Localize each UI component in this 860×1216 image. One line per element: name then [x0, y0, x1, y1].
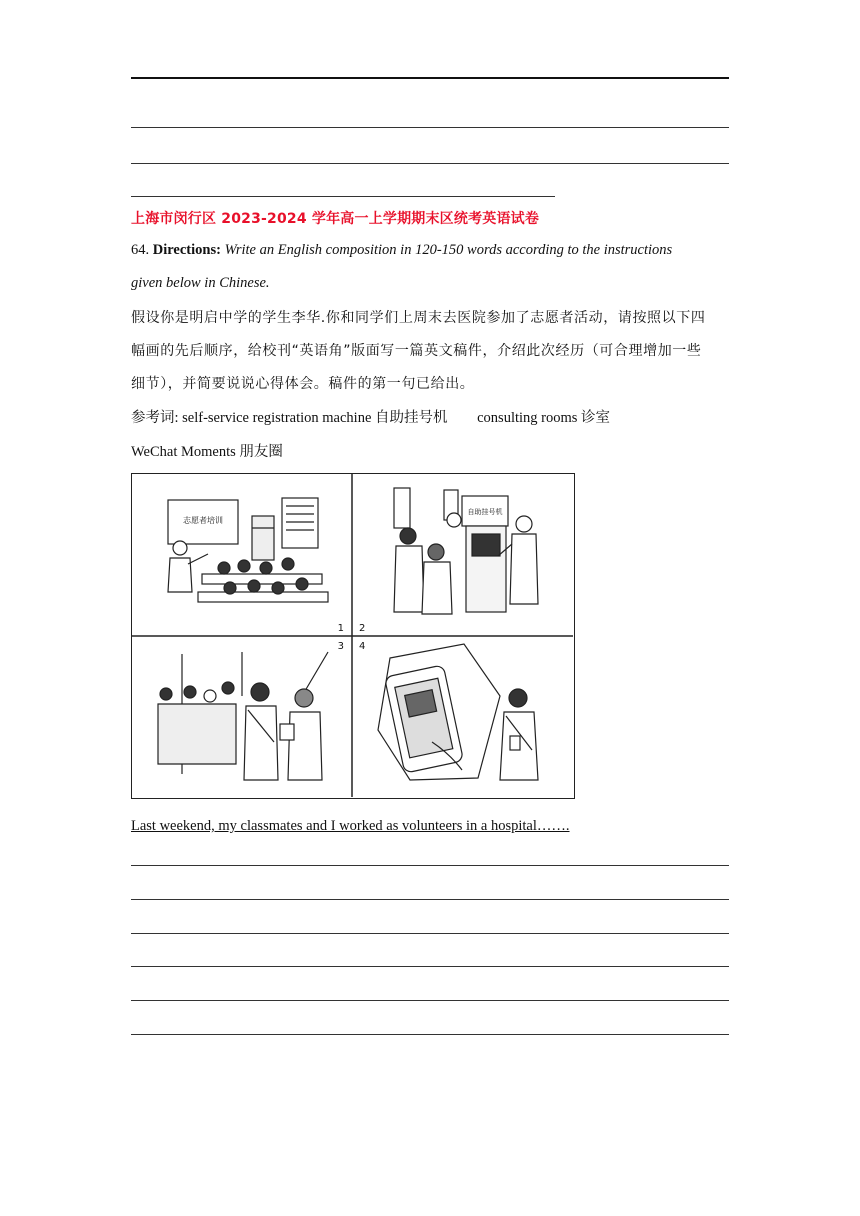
answer-line [131, 196, 555, 197]
panel-3-guiding-scene [158, 652, 328, 780]
panel-4-wechat-scene [378, 644, 538, 780]
four-panel-illustration [131, 473, 575, 799]
chinese-prompt-line-1: 假设你是明启中学的学生李华.你和同学们上周末去医院参加了志愿者活动，请按照以下四 [131, 310, 706, 326]
panel-1-sign: 志愿者培训 [183, 516, 223, 525]
chinese-prompt-line-3: 细节），并简要说说心得体会。稿件的第一句已给出。 [131, 376, 475, 392]
writing-line [131, 966, 729, 967]
directions-label: Directions: [152, 242, 221, 258]
vocab-line-1 [131, 408, 610, 428]
answer-line [131, 77, 729, 79]
writing-line [131, 933, 729, 934]
question-number: 64. [131, 242, 150, 258]
writing-line [131, 865, 729, 866]
directions-text: Write an English composition in 120-150 words according to the instructions [224, 242, 673, 258]
panel-number-3: 3 [337, 641, 344, 652]
first-sentence: Last weekend, my classmates and I worked as volunteers in a hospital……. [131, 818, 570, 834]
vocab-item-consulting-rooms: consulting rooms 诊室 [477, 410, 611, 426]
panel-number-2: 2 [359, 623, 366, 634]
writing-line [131, 1034, 729, 1035]
panel-number-4: 4 [359, 641, 366, 652]
directions-line-1 [131, 240, 672, 260]
exam-title: 上海市闵行区 2023-2024 学年高一上学期期末区统考英语试卷 [131, 211, 540, 227]
panel-number-1: 1 [337, 623, 344, 634]
answer-line [131, 127, 729, 128]
vocab-item-registration-machine: 参考词: self-service registration machine 自助挂号机 [131, 410, 448, 426]
directions-line-2: given below in Chinese. [131, 275, 270, 291]
answer-line [131, 163, 729, 164]
panel-1-training-scene [168, 498, 328, 602]
writing-line [131, 1000, 729, 1001]
chinese-prompt-line-2: 幅画的先后顺序，给校刊“英语角”版面写一篇英文稿件，介绍此次经历（可合理增加一些 [131, 343, 702, 359]
panel-2-sign: 自助挂号机 [467, 508, 503, 516]
vocab-line-2: WeChat Moments 朋友圈 [131, 444, 283, 460]
writing-line [131, 899, 729, 900]
panel-2-registration-scene [394, 488, 538, 614]
